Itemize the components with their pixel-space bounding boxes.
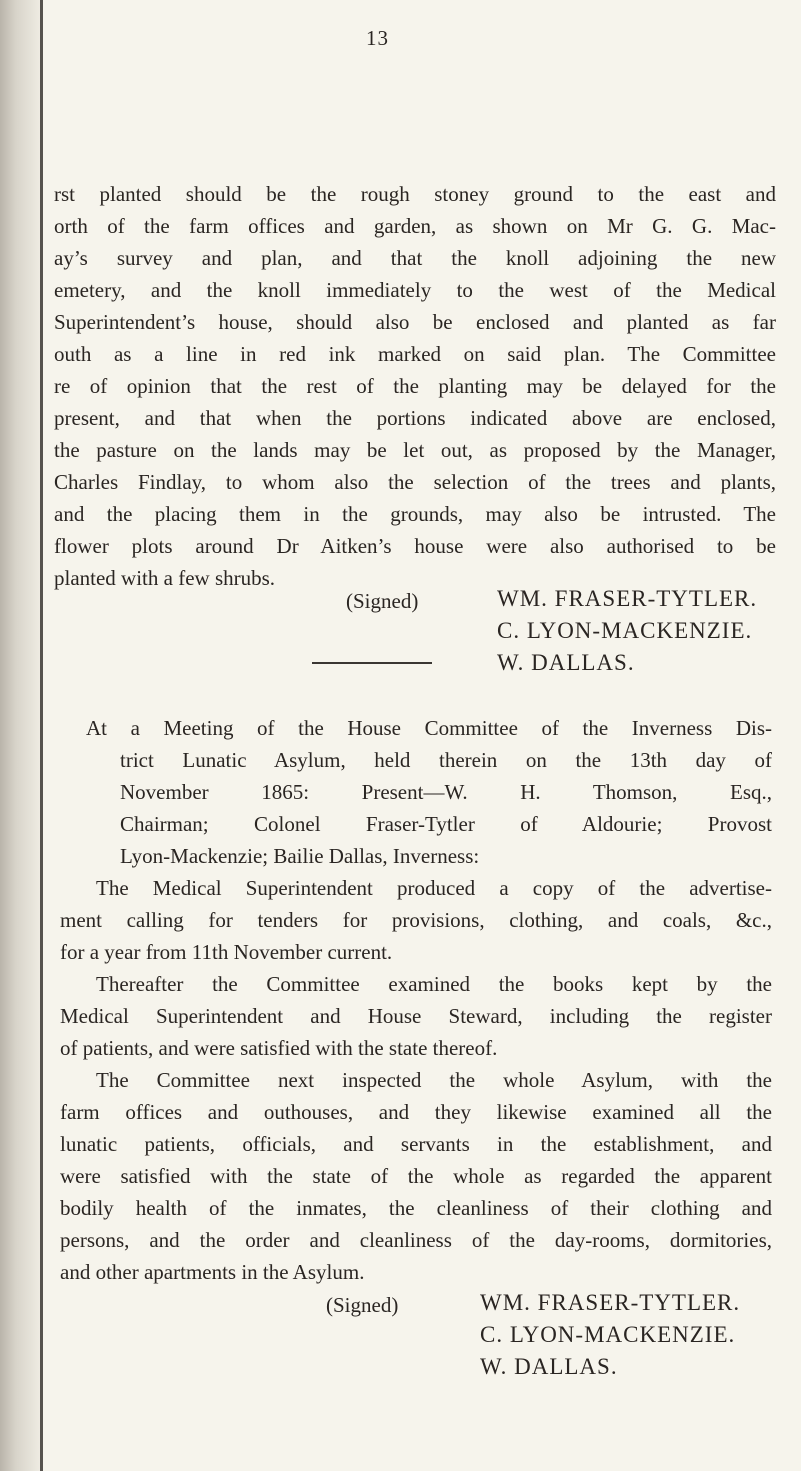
text-line: present, and that when the portions indicated above are enclosed,: [54, 406, 776, 430]
heading-line: Chairman; Colonel Fraser-Tytler of Aldourie; Provost: [120, 812, 772, 836]
heading-line: trict Lunatic Asylum, held therein on the 13th day of: [120, 748, 772, 772]
text-line: rst planted should be the rough stoney ground to the east and: [54, 182, 776, 206]
text-line: ment calling for tenders for provisions, clothing, and coals, &c.,: [60, 908, 772, 932]
meeting-heading: [86, 712, 772, 744]
text-line: the pasture on the lands may be let out, as proposed by the Manager,: [54, 438, 776, 462]
text-line: Charles Findlay, to whom also the selection of the trees and plants,: [54, 470, 776, 494]
text-line: farm offices and outhouses, and they likewise examined all the: [60, 1100, 772, 1124]
binding-gutter: [0, 0, 40, 1471]
text-line: Thereafter the Committee examined the books kept by the: [96, 972, 772, 996]
text-line: re of opinion that the rest of the planting may be delayed for the: [54, 374, 776, 398]
signatory-name: WM. FRASER-TYTLER.: [480, 1290, 741, 1315]
text-line: for a year from 11th November current.: [60, 940, 393, 964]
text-line: were satisfied with the state of the whole as regarded the apparent: [60, 1164, 772, 1188]
heading-line: At a Meeting of the House Committee of the Inverness Dis-: [86, 716, 772, 740]
heading-line: Lyon-Mackenzie; Bailie Dallas, Inverness:: [120, 844, 480, 868]
text-line: and other apartments in the Asylum.: [60, 1260, 365, 1284]
signatory-name: W. DALLAS.: [480, 1354, 618, 1379]
heading-line: November 1865: Present—W. H. Thomson, Esq.,: [120, 780, 772, 804]
text-line: of patients, and were satisfied with the state thereof.: [60, 1036, 498, 1060]
text-line: Medical Superintendent and House Steward, including the register: [60, 1004, 772, 1028]
signatory-name: C. LYON-MACKENZIE.: [480, 1322, 736, 1347]
text-line: bodily health of the inmates, the cleanliness of their clothing and: [60, 1196, 772, 1220]
binding-edge: [40, 0, 43, 1471]
text-line: flower plots around Dr Aitken’s house were also authorised to be: [54, 534, 776, 558]
text-line: Superintendent’s house, should also be enclosed and planted as far: [54, 310, 776, 334]
text-line: orth of the farm offices and garden, as shown on Mr G. G. Mac-: [54, 214, 776, 238]
text-line: outh as a line in red ink marked on said plan. The Committee: [54, 342, 776, 366]
signatory-name: WM. FRASER-TYTLER.: [497, 586, 758, 611]
signed-label: (Signed): [326, 1293, 399, 1317]
text-line: The Committee next inspected the whole Asylum, with the: [96, 1068, 772, 1092]
continued-paragraph: [54, 178, 776, 594]
page-number: 13: [366, 26, 389, 50]
signatory-name: C. LYON-MACKENZIE.: [497, 618, 753, 643]
section-divider: [312, 662, 432, 664]
signatory-name: W. DALLAS.: [497, 650, 635, 675]
text-line: lunatic patients, officials, and servants in the establishment, and: [60, 1132, 772, 1156]
text-line: and the placing them in the grounds, may also be intrusted. The: [54, 502, 776, 526]
text-line: persons, and the order and cleanliness of the day-rooms, dormitories,: [60, 1228, 772, 1252]
signed-label: (Signed): [346, 589, 419, 613]
text-line: emetery, and the knoll immediately to the west of the Medical: [54, 278, 776, 302]
text-line: The Medical Superintendent produced a copy of the advertise-: [96, 876, 772, 900]
minutes-body: [60, 872, 772, 1288]
text-line: ay’s survey and plan, and that the knoll adjoining the new: [54, 246, 776, 270]
meeting-heading-continued: [120, 744, 772, 872]
text-line: planted with a few shrubs.: [54, 566, 276, 590]
